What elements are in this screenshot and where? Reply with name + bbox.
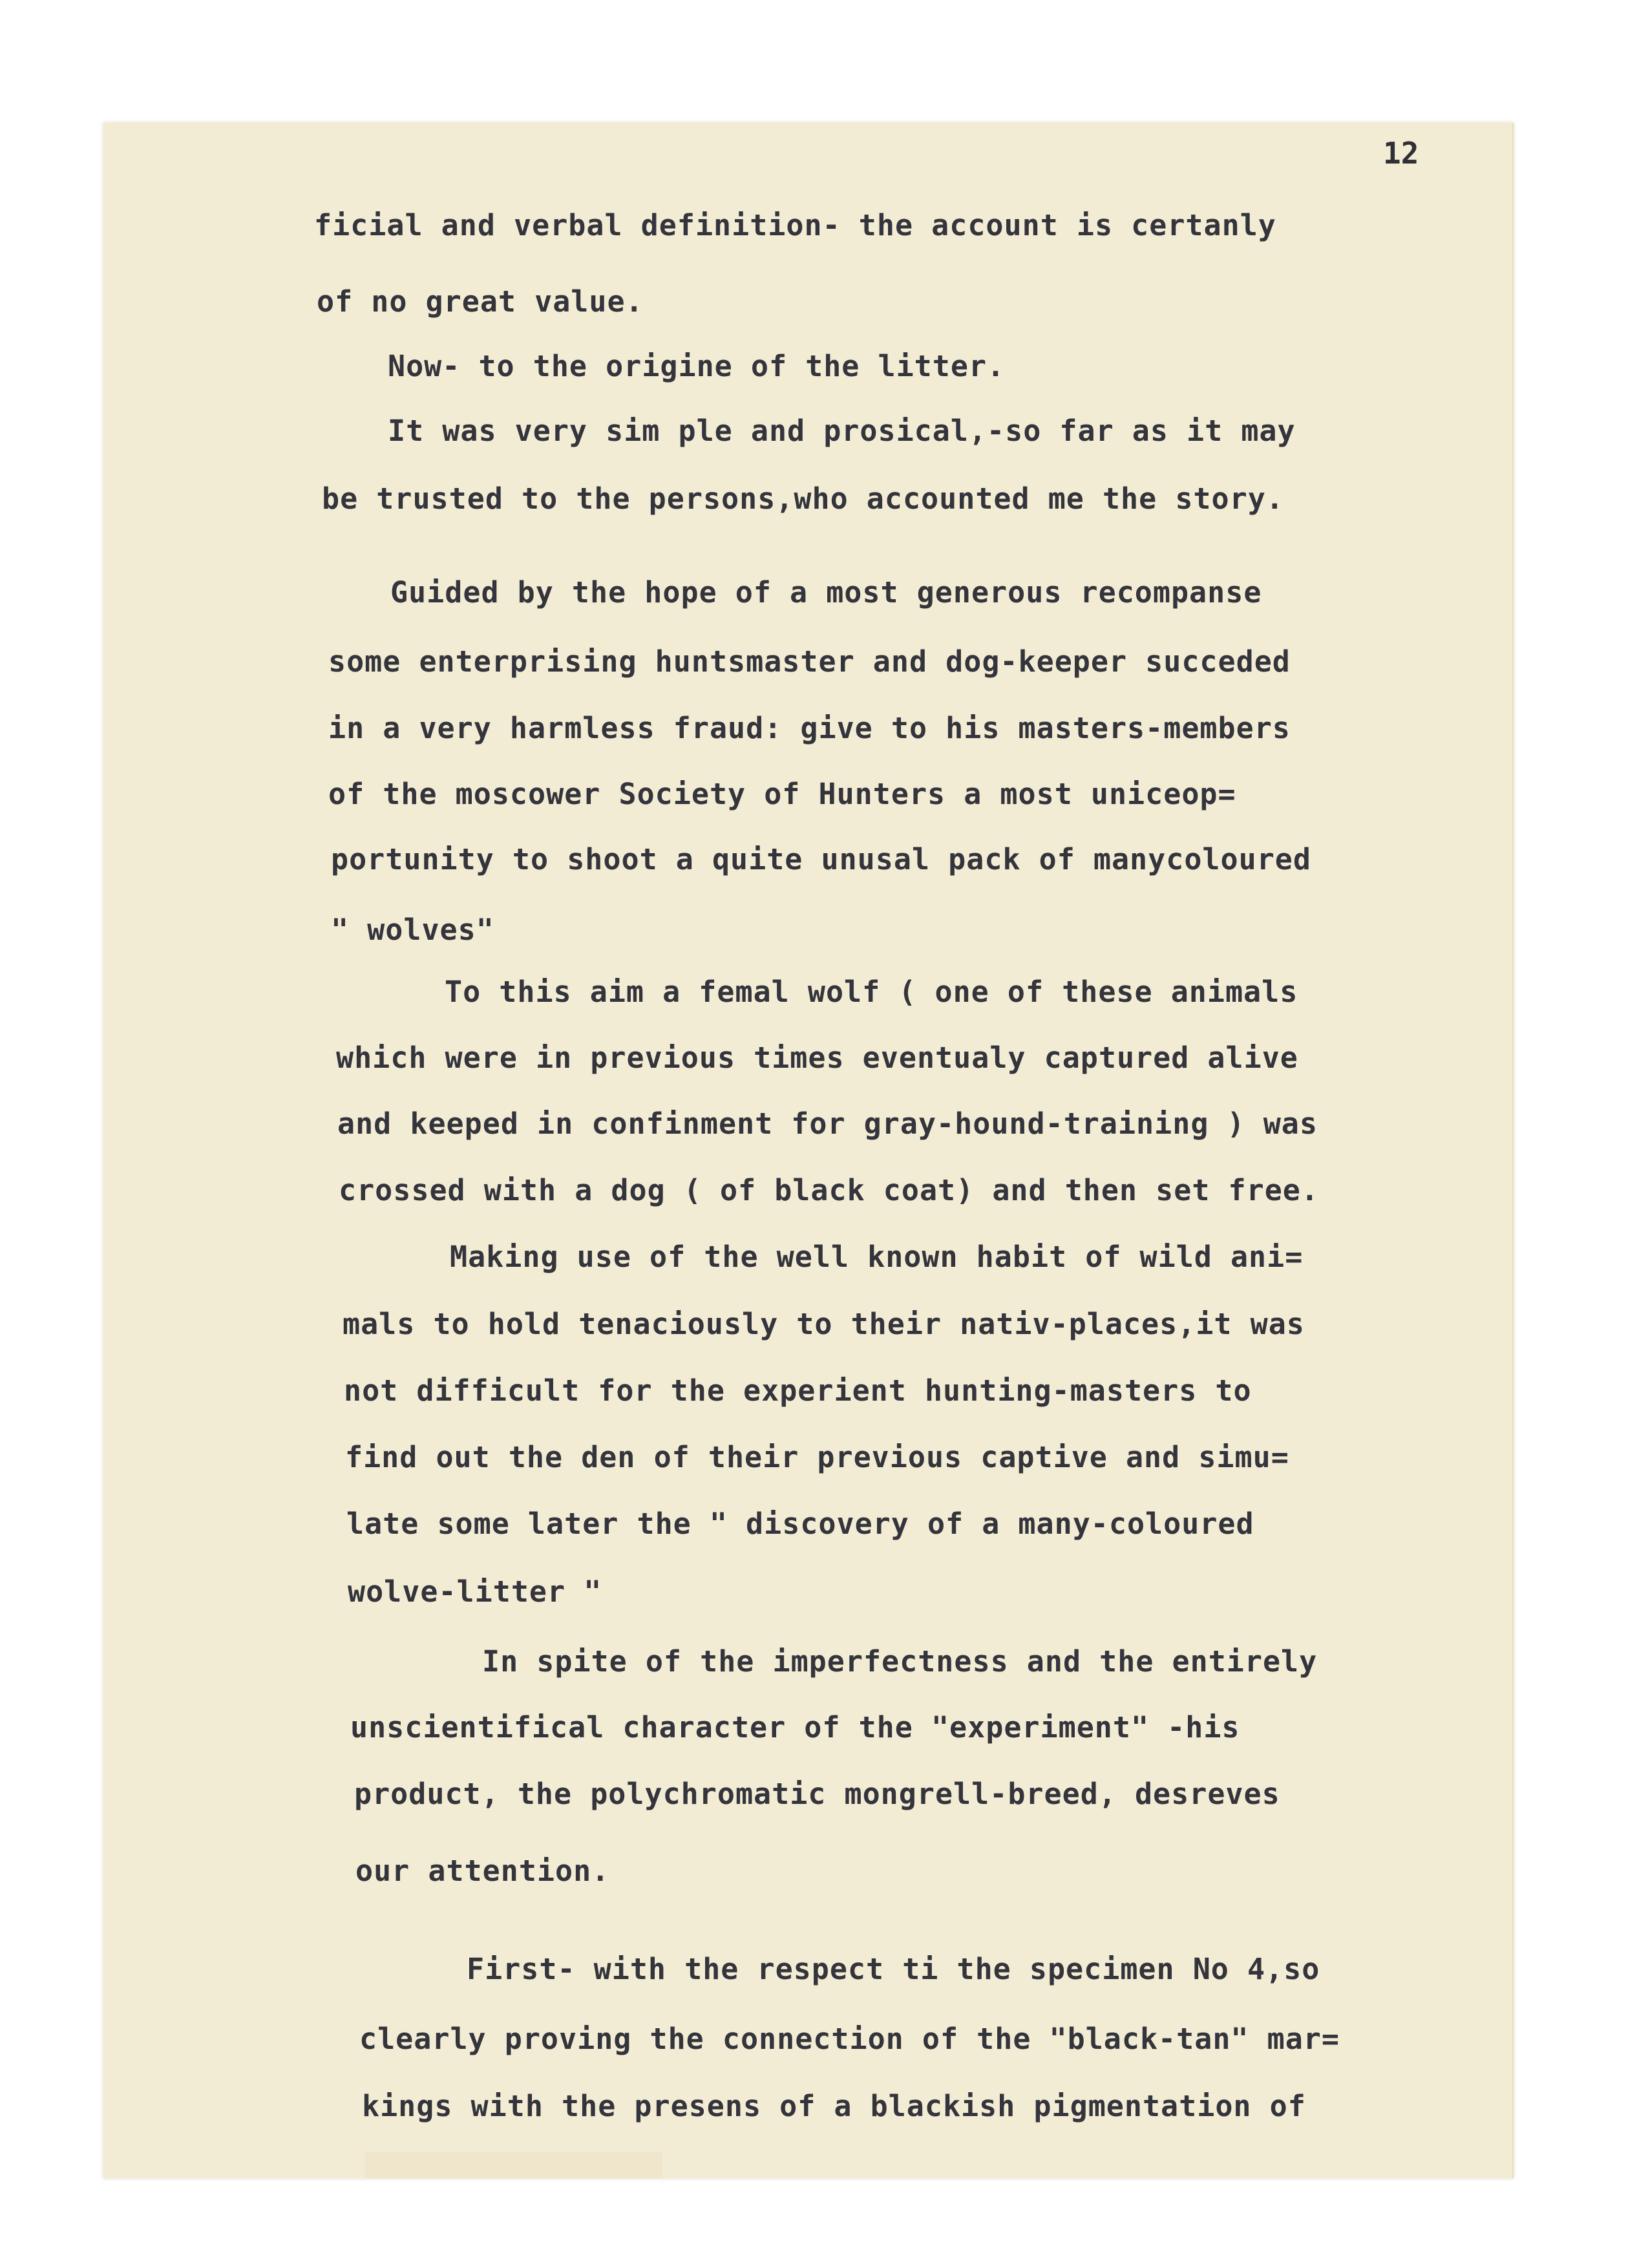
text-line: ficial and verbal definition- the account is certanly — [314, 208, 1276, 242]
text-line: clearly proving the connection of the "black-tan" mar= — [359, 2022, 1340, 2056]
text-line: and keeped in confinment for gray-hound-training ) was — [337, 1107, 1318, 1141]
text-line: It was very sim ple and prosical,-so far as it may — [388, 414, 1296, 448]
text-line: not difficult for the experient hunting-masters to — [344, 1373, 1252, 1408]
page-number: 12 — [1383, 136, 1419, 171]
text-line: which were in previous times eventualy captured alive — [336, 1041, 1298, 1075]
torn-strip — [365, 2152, 662, 2178]
text-line: First- with the respect ti the specimen No 4,so — [467, 1952, 1320, 1986]
text-line: in a very harmless fraud: give to his masters-members — [328, 711, 1291, 745]
text-line: crossed with a dog ( of black coat) and then set free. — [339, 1173, 1319, 1207]
text-line: product, the polychromatic mongrell-breed, desreves — [354, 1777, 1280, 1811]
text-line: portunity to shoot a quite unusal pack of manycoloured — [331, 842, 1311, 876]
text-line: To this aim a femal wolf ( one of these animals — [445, 975, 1298, 1009]
text-line: Guided by the hope of a most generous recompanse — [390, 575, 1262, 609]
text-line: unscientifical character of the "experiment" -his — [350, 1710, 1240, 1744]
text-line: mals to hold tenaciously to their nativ-places,it was — [343, 1307, 1305, 1341]
text-line: of no great value. — [317, 284, 644, 319]
text-line: Now- to the origine of the litter. — [388, 349, 1006, 383]
text-line: some enterprising huntsmaster and dog-keeper succeded — [328, 644, 1291, 679]
text-line: kings with the presens of a blackish pigmentation of — [362, 2089, 1306, 2123]
text-line: " wolves" — [331, 913, 494, 947]
text-line: of the moscower Society of Hunters a most uniceop= — [328, 777, 1236, 811]
text-line: Making use of the well known habit of wild ani= — [450, 1240, 1304, 1274]
text-line: wolve-litter " — [348, 1574, 602, 1609]
text-line: be trusted to the persons,who accounted me the story. — [322, 482, 1284, 516]
text-line: our attention. — [355, 1854, 610, 1888]
text-line: find out the den of their previous captive and simu= — [345, 1440, 1289, 1474]
text-line: In spite of the imperfectness and the entirely — [482, 1644, 1318, 1679]
text-line: late some later the " discovery of a many-coloured — [346, 1507, 1254, 1541]
